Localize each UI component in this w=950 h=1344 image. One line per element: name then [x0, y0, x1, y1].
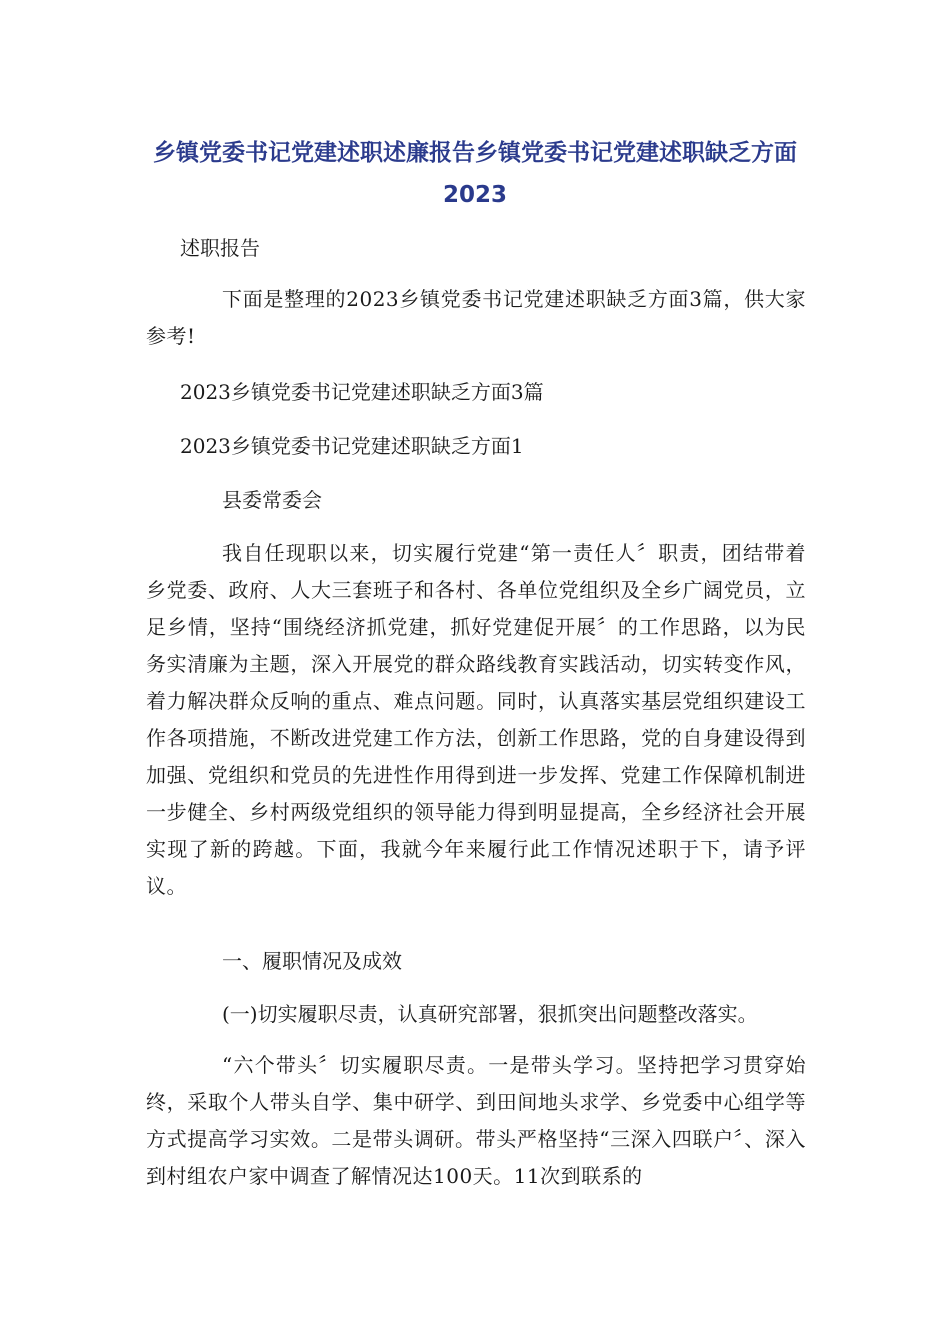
- addressee: 县委常委会: [222, 488, 322, 512]
- intro-paragraph: 下面是整理的2023乡镇党委书记党建述职缺乏方面3篇，供大家参考!: [146, 287, 806, 348]
- collection-title: 2023乡镇党委书记党建述职缺乏方面3篇: [180, 380, 544, 404]
- article-title: 2023乡镇党委书记党建述职缺乏方面1: [180, 434, 524, 458]
- body-paragraph-2: “六个带头〞切实履职尽责。一是带头学习。坚持把学习贯穿始终，采取个人带头自学、集中研学、到田间地头求学、乡党委中心组学等方式提高学习实效。二是带头调研。带头严格坚持“三深入四联户〞、深入到村组农户家中调查了解情况达100天。11次到联系的: [146, 1053, 806, 1188]
- section-heading-1: 一、履职情况及成效: [222, 949, 402, 973]
- category-label: 述职报告: [180, 236, 260, 260]
- document-title: 乡镇党委书记党建述职述廉报告乡镇党委书记党建述职缺乏方面2023: [153, 140, 797, 208]
- subsection-heading-1: (一)切实履职尽责，认真研究部署，狠抓突出问题整改落实。: [222, 1002, 758, 1026]
- body-paragraph-1: 我自任现职以来，切实履行党建“第一责任人〞职责，团结带着乡党委、政府、人大三套班子和各村、各单位党组织及全乡广阔党员，立足乡情，坚持“围绕经济抓党建，抓好党建促开展〞的工作思路，以为民务实清廉为主题，深入开展党的群众路线教育实践活动，切实转变作风，着力解决群众反响的重点、难点问题。同时，认真落实基层党组织建设工作各项措施，不断改进党建工作方法，创新工作思路，党的自身建设得到加强、党组织和党员的先进性作用得到进一步发挥、党建工作保障机制进一步健全、乡村两级党组织的领导能力得到明显提高，全乡经济社会开展实现了新的跨越。下面，我就今年来履行此工作情况述职于下，请予评议。: [146, 541, 806, 898]
